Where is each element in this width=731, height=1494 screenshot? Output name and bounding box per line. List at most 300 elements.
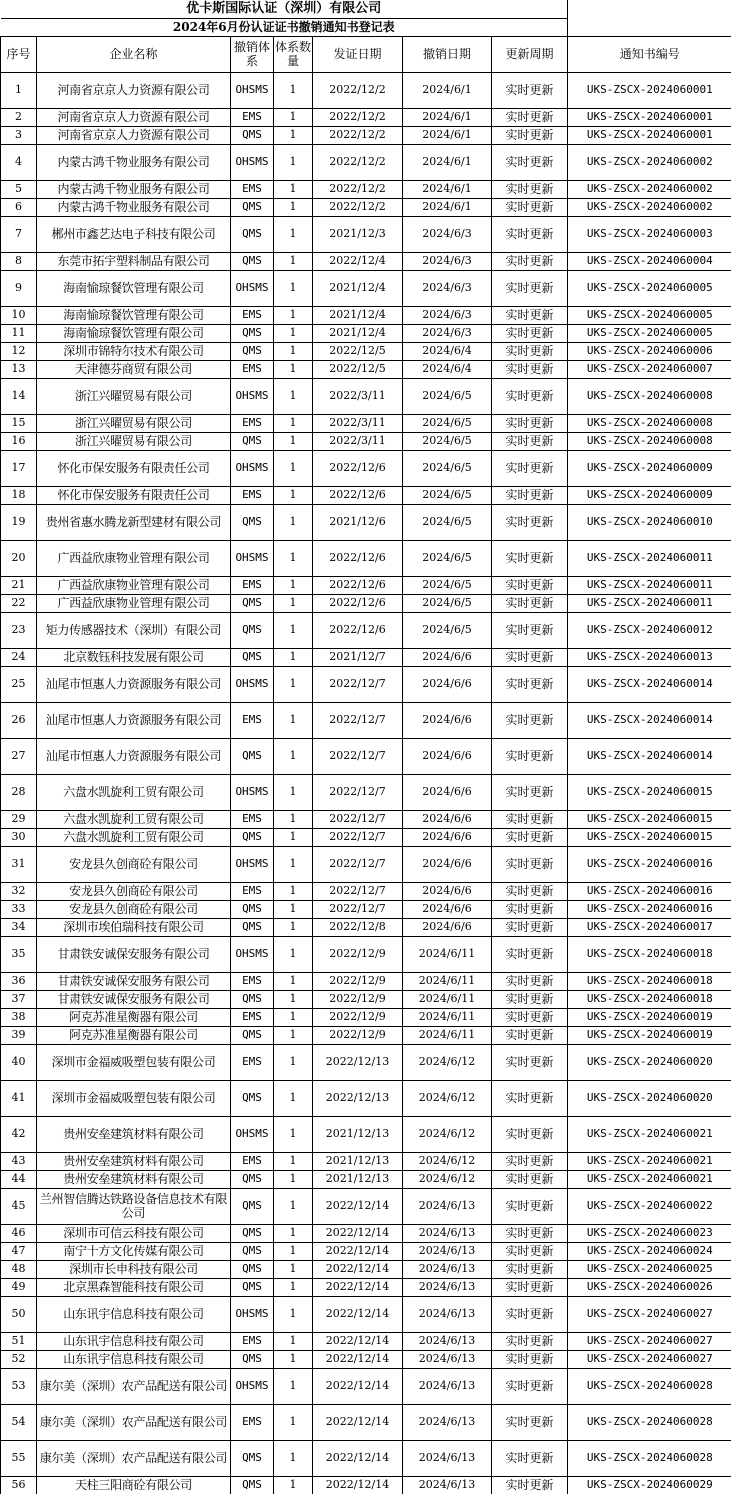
issue-date: 2022/12/6 xyxy=(313,450,403,486)
revoke-date: 2024/6/4 xyxy=(403,342,492,360)
company-name: 深圳市金福威吸塑包装有限公司 xyxy=(37,1080,231,1116)
revoke-date: 2024/6/4 xyxy=(403,360,492,378)
issue-date: 2022/12/14 xyxy=(313,1440,403,1476)
update-cycle: 实时更新 xyxy=(492,72,568,108)
revoked-system: QMS xyxy=(231,1476,274,1494)
company-name: 广西益欣康物业管理有限公司 xyxy=(37,576,231,594)
company-name: 怀化市保安服务有限责任公司 xyxy=(37,486,231,504)
company-name: 天柱三阳商砼有限公司 xyxy=(37,1476,231,1494)
row-index: 22 xyxy=(1,594,37,612)
row-index: 14 xyxy=(1,378,37,414)
update-cycle: 实时更新 xyxy=(492,1044,568,1080)
row-index: 23 xyxy=(1,612,37,648)
revoked-system: QMS xyxy=(231,216,274,252)
header-notice-number: 通知书编号 xyxy=(568,36,731,72)
revoke-date: 2024/6/6 xyxy=(403,666,492,702)
system-count: 1 xyxy=(274,972,313,990)
notice-number: UKS-ZSCX-2024060016 xyxy=(568,846,731,882)
company-name: 汕尾市恒惠人力资源服务有限公司 xyxy=(37,738,231,774)
revoked-system: QMS xyxy=(231,1260,274,1278)
system-count: 1 xyxy=(274,1188,313,1224)
issue-date: 2022/12/13 xyxy=(313,1080,403,1116)
notice-number: UKS-ZSCX-2024060006 xyxy=(568,342,731,360)
system-count: 1 xyxy=(274,324,313,342)
notice-number: UKS-ZSCX-2024060025 xyxy=(568,1260,731,1278)
row-index: 12 xyxy=(1,342,37,360)
company-name: 汕尾市恒惠人力资源服务有限公司 xyxy=(37,702,231,738)
revoke-date: 2024/6/5 xyxy=(403,414,492,432)
table-row xyxy=(1,540,731,576)
table-body xyxy=(1,0,731,1494)
notice-number: UKS-ZSCX-2024060010 xyxy=(568,504,731,540)
row-index: 21 xyxy=(1,576,37,594)
system-count: 1 xyxy=(274,666,313,702)
system-count: 1 xyxy=(274,1080,313,1116)
table-row xyxy=(1,1152,731,1170)
revoke-date: 2024/6/11 xyxy=(403,1026,492,1044)
company-name: 北京黑森智能科技有限公司 xyxy=(37,1278,231,1296)
blank-cell xyxy=(568,18,731,36)
update-cycle: 实时更新 xyxy=(492,198,568,216)
row-index: 55 xyxy=(1,1440,37,1476)
row-index: 52 xyxy=(1,1350,37,1368)
issue-date: 2021/12/4 xyxy=(313,324,403,342)
revoke-date: 2024/6/1 xyxy=(403,198,492,216)
row-index: 2 xyxy=(1,108,37,126)
table-row xyxy=(1,846,731,882)
revoked-system: QMS xyxy=(231,252,274,270)
system-count: 1 xyxy=(274,198,313,216)
table-row xyxy=(1,810,731,828)
update-cycle: 实时更新 xyxy=(492,1296,568,1332)
revoke-date: 2024/6/5 xyxy=(403,594,492,612)
revoked-system: QMS xyxy=(231,1188,274,1224)
revoke-date: 2024/6/13 xyxy=(403,1368,492,1404)
issue-date: 2022/12/7 xyxy=(313,702,403,738)
issue-date: 2022/12/5 xyxy=(313,342,403,360)
notice-number: UKS-ZSCX-2024060009 xyxy=(568,486,731,504)
row-index: 44 xyxy=(1,1170,37,1188)
company-name: 浙江兴曜贸易有限公司 xyxy=(37,414,231,432)
issue-date: 2022/12/6 xyxy=(313,576,403,594)
system-count: 1 xyxy=(274,486,313,504)
company-name: 河南省京京人力资源有限公司 xyxy=(37,72,231,108)
issue-date: 2022/12/6 xyxy=(313,594,403,612)
header-issue-date: 发证日期 xyxy=(313,36,403,72)
notice-number: UKS-ZSCX-2024060016 xyxy=(568,882,731,900)
system-count: 1 xyxy=(274,1116,313,1152)
system-count: 1 xyxy=(274,1404,313,1440)
table-row xyxy=(1,504,731,540)
revoked-system: OHSMS xyxy=(231,144,274,180)
system-count: 1 xyxy=(274,774,313,810)
table-row xyxy=(1,1080,731,1116)
table-row xyxy=(1,1332,731,1350)
revoke-date: 2024/6/5 xyxy=(403,576,492,594)
row-index: 49 xyxy=(1,1278,37,1296)
issue-date: 2022/12/2 xyxy=(313,180,403,198)
revoked-system: EMS xyxy=(231,1008,274,1026)
table-row xyxy=(1,126,731,144)
row-index: 31 xyxy=(1,846,37,882)
revoked-system: OHSMS xyxy=(231,540,274,576)
table-row xyxy=(1,1170,731,1188)
row-index: 9 xyxy=(1,270,37,306)
revoked-system: EMS xyxy=(231,810,274,828)
system-count: 1 xyxy=(274,882,313,900)
notice-number: UKS-ZSCX-2024060011 xyxy=(568,540,731,576)
revoked-system: OHSMS xyxy=(231,666,274,702)
update-cycle: 实时更新 xyxy=(492,108,568,126)
system-count: 1 xyxy=(274,1170,313,1188)
title-row xyxy=(1,0,731,18)
system-count: 1 xyxy=(274,918,313,936)
revoke-date: 2024/6/3 xyxy=(403,306,492,324)
notice-number: UKS-ZSCX-2024060020 xyxy=(568,1080,731,1116)
revoke-date: 2024/6/13 xyxy=(403,1242,492,1260)
system-count: 1 xyxy=(274,306,313,324)
header-system: 撤销体系 xyxy=(231,36,274,72)
issue-date: 2021/12/6 xyxy=(313,504,403,540)
table-row xyxy=(1,72,731,108)
table-row xyxy=(1,1278,731,1296)
update-cycle: 实时更新 xyxy=(492,360,568,378)
header-company: 企业名称 xyxy=(37,36,231,72)
company-name: 怀化市保安服务有限责任公司 xyxy=(37,450,231,486)
system-count: 1 xyxy=(274,270,313,306)
notice-number: UKS-ZSCX-2024060012 xyxy=(568,612,731,648)
table-row xyxy=(1,774,731,810)
system-count: 1 xyxy=(274,1242,313,1260)
system-count: 1 xyxy=(274,1350,313,1368)
header-count: 体系数量 xyxy=(274,36,313,72)
update-cycle: 实时更新 xyxy=(492,1440,568,1476)
notice-number: UKS-ZSCX-2024060008 xyxy=(568,414,731,432)
company-name: 深圳市可信云科技有限公司 xyxy=(37,1224,231,1242)
notice-number: UKS-ZSCX-2024060011 xyxy=(568,576,731,594)
company-name: 内蒙古鸿千物业服务有限公司 xyxy=(37,180,231,198)
issue-date: 2022/12/6 xyxy=(313,612,403,648)
row-index: 35 xyxy=(1,936,37,972)
table-row xyxy=(1,828,731,846)
issue-date: 2021/12/4 xyxy=(313,306,403,324)
issue-date: 2022/12/2 xyxy=(313,198,403,216)
row-index: 5 xyxy=(1,180,37,198)
table-row xyxy=(1,918,731,936)
issue-date: 2021/12/4 xyxy=(313,270,403,306)
revoked-system: OHSMS xyxy=(231,774,274,810)
update-cycle: 实时更新 xyxy=(492,738,568,774)
revoke-date: 2024/6/13 xyxy=(403,1278,492,1296)
company-name: 浙江兴曜贸易有限公司 xyxy=(37,432,231,450)
table-row xyxy=(1,666,731,702)
table-row xyxy=(1,1404,731,1440)
row-index: 37 xyxy=(1,990,37,1008)
row-index: 11 xyxy=(1,324,37,342)
row-index: 13 xyxy=(1,360,37,378)
system-count: 1 xyxy=(274,504,313,540)
revoke-date: 2024/6/12 xyxy=(403,1080,492,1116)
update-cycle: 实时更新 xyxy=(492,990,568,1008)
issue-date: 2022/12/7 xyxy=(313,666,403,702)
issue-date: 2022/12/2 xyxy=(313,144,403,180)
update-cycle: 实时更新 xyxy=(492,648,568,666)
table-row xyxy=(1,1260,731,1278)
issue-date: 2022/12/14 xyxy=(313,1188,403,1224)
revoked-system: QMS xyxy=(231,1224,274,1242)
notice-number: UKS-ZSCX-2024060019 xyxy=(568,1026,731,1044)
notice-number: UKS-ZSCX-2024060027 xyxy=(568,1350,731,1368)
update-cycle: 实时更新 xyxy=(492,828,568,846)
company-name: 北京数钰科技发展有限公司 xyxy=(37,648,231,666)
revoke-date: 2024/6/11 xyxy=(403,1008,492,1026)
update-cycle: 实时更新 xyxy=(492,486,568,504)
row-index: 7 xyxy=(1,216,37,252)
revoked-system: EMS xyxy=(231,1152,274,1170)
revoked-system: OHSMS xyxy=(231,1116,274,1152)
company-name: 深圳市长申科技有限公司 xyxy=(37,1260,231,1278)
issue-date: 2022/12/2 xyxy=(313,108,403,126)
notice-number: UKS-ZSCX-2024060021 xyxy=(568,1170,731,1188)
notice-number: UKS-ZSCX-2024060018 xyxy=(568,972,731,990)
revoke-date: 2024/6/13 xyxy=(403,1188,492,1224)
row-index: 48 xyxy=(1,1260,37,1278)
issue-date: 2022/12/14 xyxy=(313,1224,403,1242)
revoke-date: 2024/6/12 xyxy=(403,1170,492,1188)
company-name: 阿克苏准星衡器有限公司 xyxy=(37,1026,231,1044)
notice-number: UKS-ZSCX-2024060002 xyxy=(568,144,731,180)
issue-date: 2022/12/6 xyxy=(313,486,403,504)
notice-number: UKS-ZSCX-2024060016 xyxy=(568,900,731,918)
company-name: 海南愉琼餐饮管理有限公司 xyxy=(37,270,231,306)
update-cycle: 实时更新 xyxy=(492,1476,568,1494)
system-count: 1 xyxy=(274,1476,313,1494)
issue-date: 2022/12/7 xyxy=(313,828,403,846)
table-row xyxy=(1,612,731,648)
system-count: 1 xyxy=(274,252,313,270)
system-count: 1 xyxy=(274,1224,313,1242)
company-title: 优卡斯国际认证（深圳）有限公司 xyxy=(1,0,568,18)
issue-date: 2022/12/7 xyxy=(313,882,403,900)
table-row xyxy=(1,1476,731,1494)
issue-date: 2022/3/11 xyxy=(313,432,403,450)
company-name: 矩力传感器技术（深圳）有限公司 xyxy=(37,612,231,648)
update-cycle: 实时更新 xyxy=(492,432,568,450)
notice-number: UKS-ZSCX-2024060027 xyxy=(568,1296,731,1332)
notice-number: UKS-ZSCX-2024060013 xyxy=(568,648,731,666)
company-name: 安龙县久创商砼有限公司 xyxy=(37,846,231,882)
revoke-date: 2024/6/6 xyxy=(403,828,492,846)
update-cycle: 实时更新 xyxy=(492,1350,568,1368)
system-count: 1 xyxy=(274,702,313,738)
update-cycle: 实时更新 xyxy=(492,1170,568,1188)
company-name: 内蒙古鸿千物业服务有限公司 xyxy=(37,198,231,216)
row-index: 46 xyxy=(1,1224,37,1242)
update-cycle: 实时更新 xyxy=(492,1278,568,1296)
revoke-date: 2024/6/1 xyxy=(403,108,492,126)
revoked-system: QMS xyxy=(231,342,274,360)
revoked-system: QMS xyxy=(231,126,274,144)
blank-cell xyxy=(568,0,731,18)
revoked-system: QMS xyxy=(231,324,274,342)
issue-date: 2022/12/7 xyxy=(313,846,403,882)
system-count: 1 xyxy=(274,342,313,360)
notice-number: UKS-ZSCX-2024060029 xyxy=(568,1476,731,1494)
revoke-date: 2024/6/11 xyxy=(403,990,492,1008)
revoked-system: QMS xyxy=(231,612,274,648)
system-count: 1 xyxy=(274,1278,313,1296)
notice-number: UKS-ZSCX-2024060018 xyxy=(568,990,731,1008)
row-index: 19 xyxy=(1,504,37,540)
system-count: 1 xyxy=(274,846,313,882)
system-count: 1 xyxy=(274,108,313,126)
company-name: 东莞市拓宇塑料制品有限公司 xyxy=(37,252,231,270)
revoke-date: 2024/6/3 xyxy=(403,324,492,342)
revoke-date: 2024/6/1 xyxy=(403,72,492,108)
table-row xyxy=(1,198,731,216)
company-name: 山东讯宇信息科技有限公司 xyxy=(37,1350,231,1368)
sheet-subtitle: 2024年6月份认证证书撤销通知书登记表 xyxy=(1,18,568,36)
company-name: 深圳市锦特尔技术有限公司 xyxy=(37,342,231,360)
issue-date: 2022/12/2 xyxy=(313,126,403,144)
revoked-system: QMS xyxy=(231,1170,274,1188)
system-count: 1 xyxy=(274,1008,313,1026)
row-index: 47 xyxy=(1,1242,37,1260)
revoke-date: 2024/6/5 xyxy=(403,540,492,576)
issue-date: 2022/12/14 xyxy=(313,1296,403,1332)
row-index: 39 xyxy=(1,1026,37,1044)
notice-number: UKS-ZSCX-2024060020 xyxy=(568,1044,731,1080)
row-index: 3 xyxy=(1,126,37,144)
table-row xyxy=(1,900,731,918)
table-row xyxy=(1,306,731,324)
update-cycle: 实时更新 xyxy=(492,252,568,270)
issue-date: 2021/12/7 xyxy=(313,648,403,666)
update-cycle: 实时更新 xyxy=(492,504,568,540)
system-count: 1 xyxy=(274,594,313,612)
update-cycle: 实时更新 xyxy=(492,666,568,702)
table-row xyxy=(1,414,731,432)
company-name: 阿克苏准星衡器有限公司 xyxy=(37,1008,231,1026)
row-index: 8 xyxy=(1,252,37,270)
notice-number: UKS-ZSCX-2024060019 xyxy=(568,1008,731,1026)
notice-number: UKS-ZSCX-2024060015 xyxy=(568,774,731,810)
issue-date: 2022/12/14 xyxy=(313,1332,403,1350)
notice-number: UKS-ZSCX-2024060021 xyxy=(568,1116,731,1152)
system-count: 1 xyxy=(274,1044,313,1080)
row-index: 45 xyxy=(1,1188,37,1224)
revoke-date: 2024/6/11 xyxy=(403,972,492,990)
table-row xyxy=(1,1224,731,1242)
company-name: 甘肃铁安诚保安服务有限公司 xyxy=(37,990,231,1008)
revoked-system: QMS xyxy=(231,828,274,846)
update-cycle: 实时更新 xyxy=(492,270,568,306)
company-name: 山东讯宇信息科技有限公司 xyxy=(37,1332,231,1350)
notice-number: UKS-ZSCX-2024060015 xyxy=(568,810,731,828)
system-count: 1 xyxy=(274,1440,313,1476)
update-cycle: 实时更新 xyxy=(492,378,568,414)
update-cycle: 实时更新 xyxy=(492,918,568,936)
revoked-system: EMS xyxy=(231,882,274,900)
issue-date: 2022/12/7 xyxy=(313,900,403,918)
table-row xyxy=(1,1368,731,1404)
update-cycle: 实时更新 xyxy=(492,972,568,990)
revoked-system: EMS xyxy=(231,180,274,198)
company-name: 浙江兴曜贸易有限公司 xyxy=(37,378,231,414)
system-count: 1 xyxy=(274,378,313,414)
company-name: 甘肃铁安诚保安服务有限公司 xyxy=(37,972,231,990)
company-name: 河南省京京人力资源有限公司 xyxy=(37,108,231,126)
revoked-system: EMS xyxy=(231,1404,274,1440)
revoked-system: OHSMS xyxy=(231,378,274,414)
issue-date: 2022/12/9 xyxy=(313,1026,403,1044)
update-cycle: 实时更新 xyxy=(492,702,568,738)
issue-date: 2022/12/14 xyxy=(313,1242,403,1260)
revoke-date: 2024/6/5 xyxy=(403,450,492,486)
issue-date: 2022/12/9 xyxy=(313,972,403,990)
notice-number: UKS-ZSCX-2024060001 xyxy=(568,72,731,108)
revoke-date: 2024/6/1 xyxy=(403,180,492,198)
revoke-date: 2024/6/6 xyxy=(403,810,492,828)
company-name: 康尔美（深圳）农产品配送有限公司 xyxy=(37,1368,231,1404)
revoked-system: QMS xyxy=(231,1350,274,1368)
row-index: 4 xyxy=(1,144,37,180)
update-cycle: 实时更新 xyxy=(492,774,568,810)
system-count: 1 xyxy=(274,540,313,576)
row-index: 56 xyxy=(1,1476,37,1494)
update-cycle: 实时更新 xyxy=(492,936,568,972)
revoke-date: 2024/6/3 xyxy=(403,216,492,252)
revoked-system: OHSMS xyxy=(231,270,274,306)
revoked-system: EMS xyxy=(231,702,274,738)
company-name: 安龙县久创商砼有限公司 xyxy=(37,900,231,918)
revoke-date: 2024/6/6 xyxy=(403,846,492,882)
revoke-date: 2024/6/1 xyxy=(403,126,492,144)
revoke-date: 2024/6/5 xyxy=(403,612,492,648)
issue-date: 2022/12/14 xyxy=(313,1350,403,1368)
update-cycle: 实时更新 xyxy=(492,306,568,324)
revoked-system: QMS xyxy=(231,1242,274,1260)
company-name: 六盘水凯旋利工贸有限公司 xyxy=(37,828,231,846)
company-name: 六盘水凯旋利工贸有限公司 xyxy=(37,810,231,828)
table-row xyxy=(1,702,731,738)
update-cycle: 实时更新 xyxy=(492,1368,568,1404)
row-index: 6 xyxy=(1,198,37,216)
notice-number: UKS-ZSCX-2024060002 xyxy=(568,198,731,216)
update-cycle: 实时更新 xyxy=(492,450,568,486)
notice-number: UKS-ZSCX-2024060028 xyxy=(568,1368,731,1404)
row-index: 10 xyxy=(1,306,37,324)
update-cycle: 实时更新 xyxy=(492,1152,568,1170)
issue-date: 2022/12/4 xyxy=(313,252,403,270)
row-index: 36 xyxy=(1,972,37,990)
table-row xyxy=(1,252,731,270)
row-index: 28 xyxy=(1,774,37,810)
revoked-system: QMS xyxy=(231,648,274,666)
update-cycle: 实时更新 xyxy=(492,594,568,612)
issue-date: 2022/12/14 xyxy=(313,1404,403,1440)
update-cycle: 实时更新 xyxy=(492,882,568,900)
issue-date: 2022/12/8 xyxy=(313,918,403,936)
update-cycle: 实时更新 xyxy=(492,1404,568,1440)
table-row xyxy=(1,1296,731,1332)
revoked-system: QMS xyxy=(231,1080,274,1116)
header-index: 序号 xyxy=(1,36,37,72)
notice-number: UKS-ZSCX-2024060005 xyxy=(568,270,731,306)
notice-number: UKS-ZSCX-2024060008 xyxy=(568,378,731,414)
revoked-system: EMS xyxy=(231,360,274,378)
notice-number: UKS-ZSCX-2024060015 xyxy=(568,828,731,846)
